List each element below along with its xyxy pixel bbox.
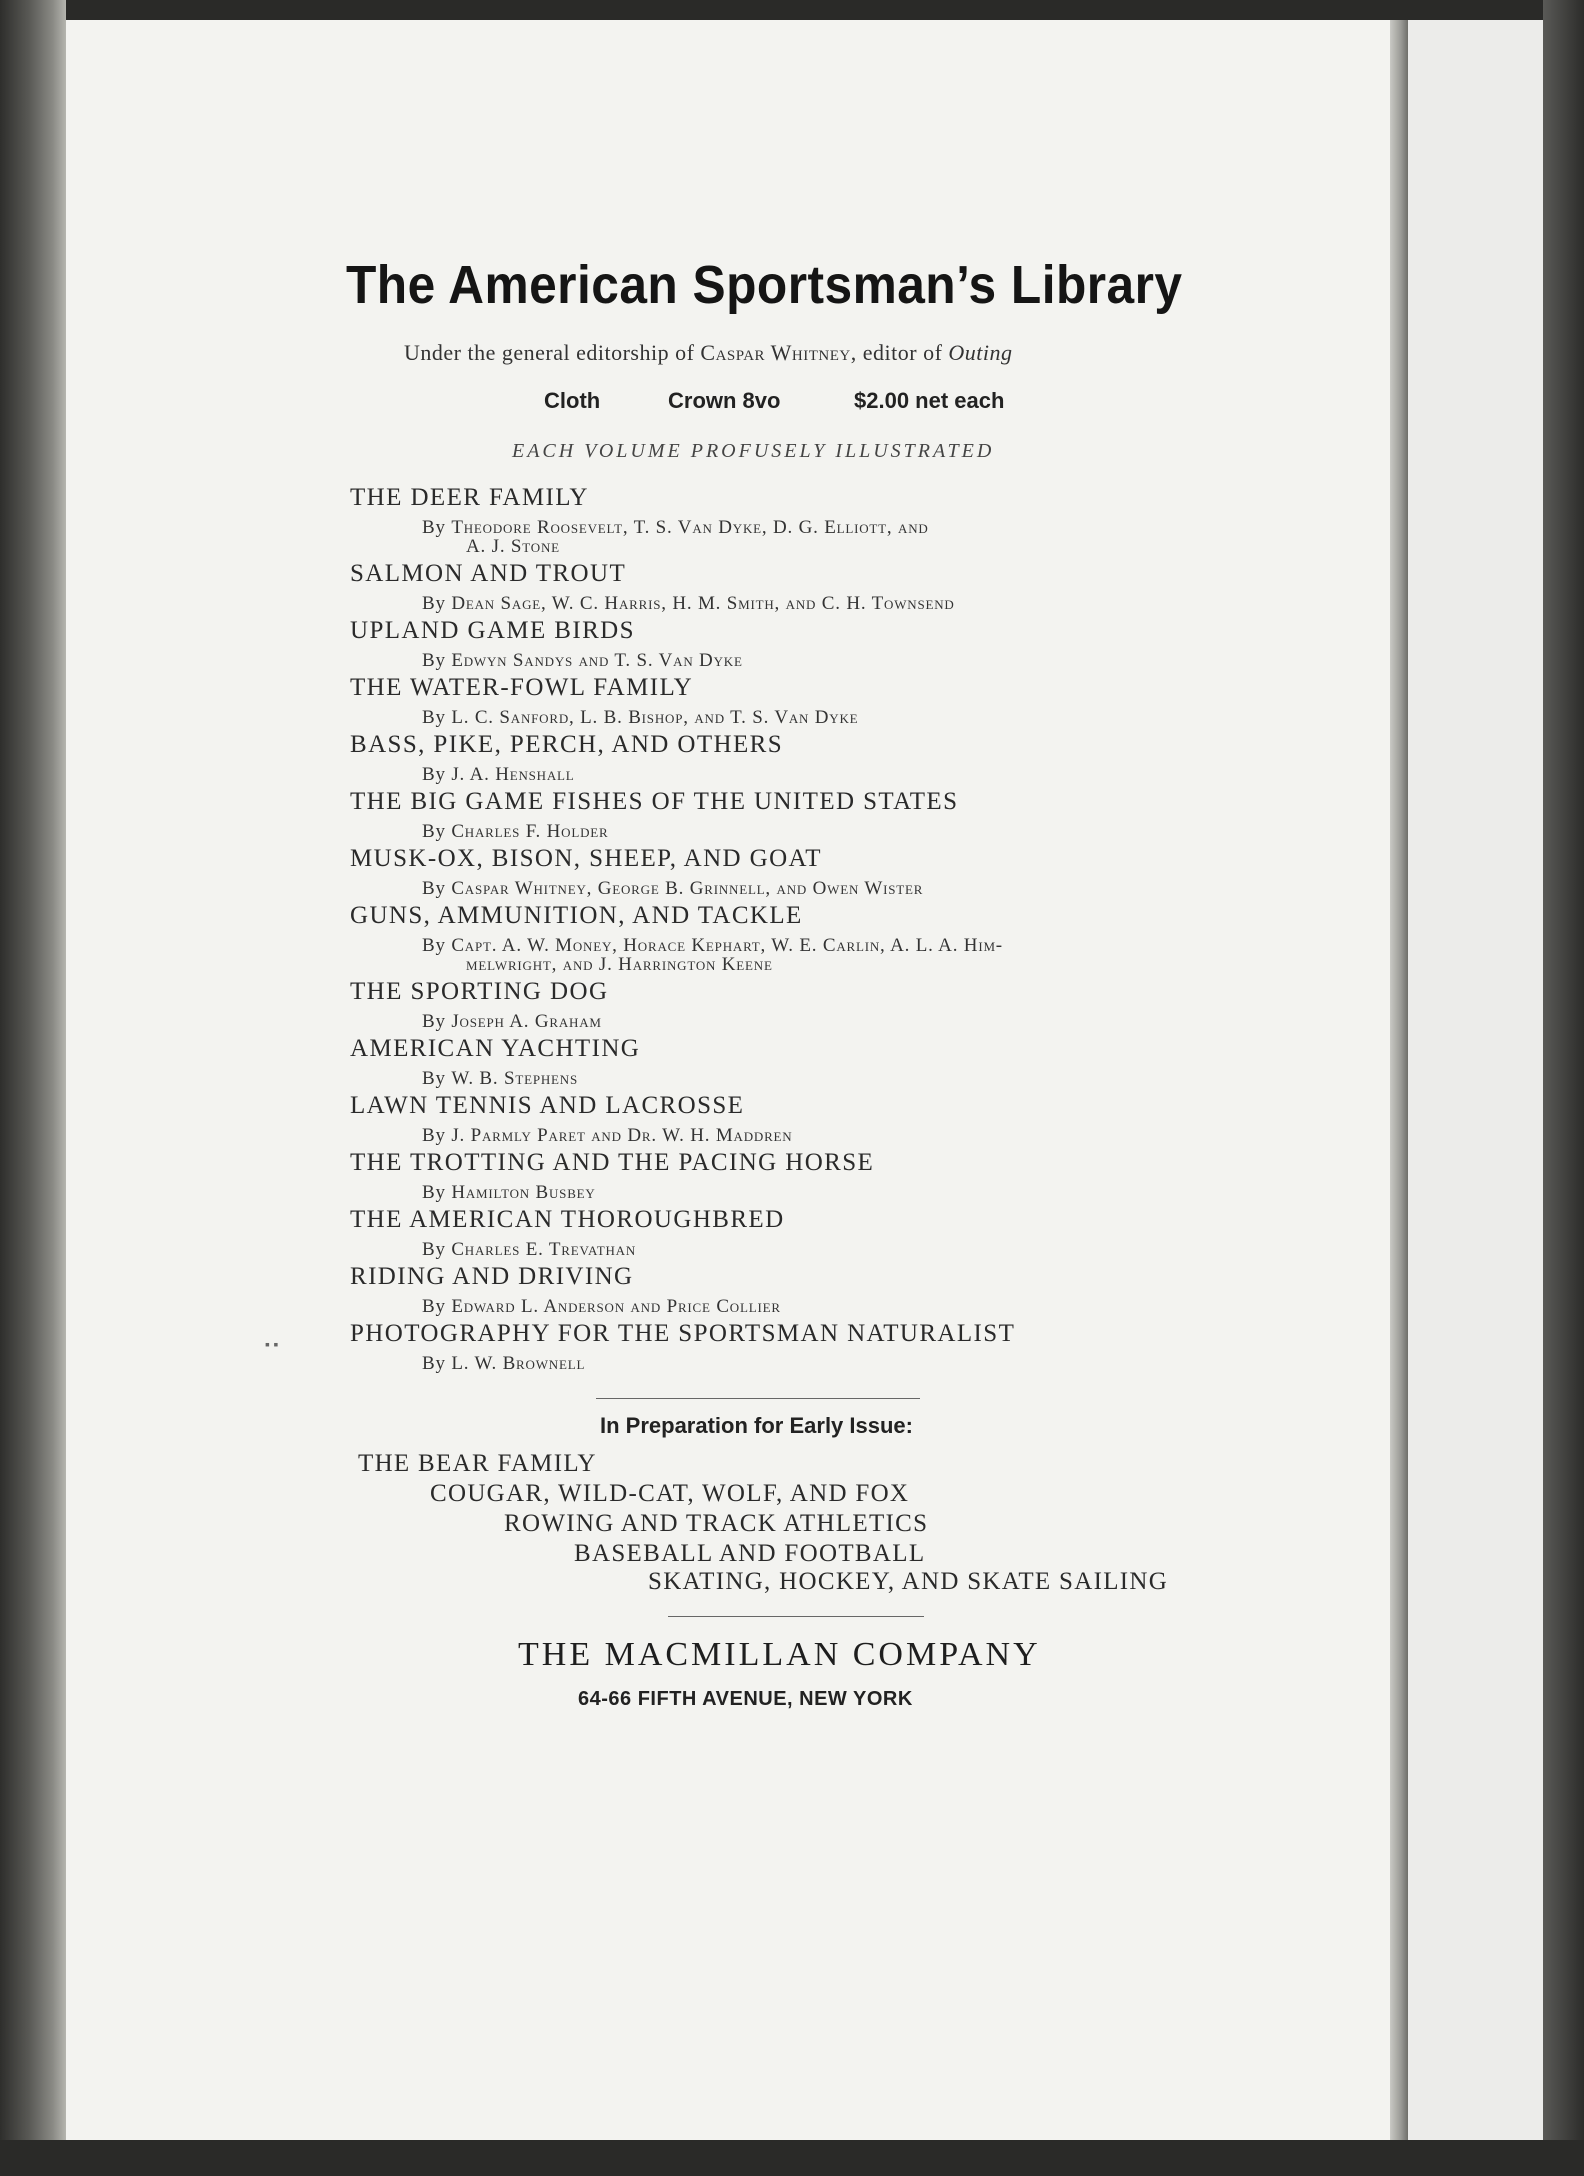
by-prefix: By [422,764,452,785]
author-names: Theodore Roosevelt, T. S. Van Dyke, D. G. Elliott, and [451,517,929,538]
volume-title: THE SPORTING DOG [350,978,609,1005]
volume-authors [422,1125,792,1147]
magazine-name: Outing [948,340,1013,365]
preparation-item: THE BEAR FAMILY [358,1450,597,1477]
by-prefix: By [422,821,452,842]
by-prefix: By [422,1011,452,1032]
author-names: Charles E. Trevathan [451,1239,637,1260]
speck-marks: ▪ ▪ [265,1338,279,1353]
volume-title: GUNS, AMMUNITION, AND TACKLE [350,902,803,929]
by-prefix: By [422,878,452,899]
author-names: Charles F. Holder [451,821,609,842]
volume-title: THE BIG GAME FISHES OF THE UNITED STATES [350,788,959,815]
volume-title: THE DEER FAMILY [350,484,589,511]
author-names: Caspar Whitney, George B. Grinnell, and Owen Wister [451,878,924,899]
author-names: L. C. Sanford, L. B. Bishop, and T. S. Van Dyke [451,707,859,728]
volume-title: AMERICAN YACHTING [350,1035,641,1062]
volume-authors [422,650,743,672]
by-prefix: By [422,1353,452,1374]
volume-title: THE AMERICAN THOROUGHBRED [350,1206,785,1233]
scan-top-edge [0,0,1584,20]
by-prefix: By [422,707,452,728]
volume-title: MUSK-OX, BISON, SHEEP, AND GOAT [350,845,822,872]
divider-rule [668,1616,924,1617]
preparation-item: COUGAR, WILD-CAT, WOLF, AND FOX [430,1480,910,1507]
facing-page-edge [1408,20,1543,2140]
by-prefix: By [422,1296,452,1317]
book-spine-edge [0,0,66,2176]
author-names: Capt. A. W. Money, Horace Kephart, W. E. Carlin, A. L. A. Him- [451,935,1003,956]
preparation-item: SKATING, HOCKEY, AND SKATE SAILING [648,1568,1169,1595]
illustrated-note: EACH VOLUME PROFUSELY ILLUSTRATED [512,440,995,462]
preparation-item: BASEBALL AND FOOTBALL [574,1540,926,1567]
volume-authors [422,1353,585,1375]
editorship-line [404,340,1013,366]
preparation-heading: In Preparation for Early Issue: [600,1413,913,1438]
volume-authors [422,1182,596,1204]
format-label: Crown 8vo [668,388,781,413]
author-names: J. A. Henshall [451,764,575,785]
by-prefix: By [422,650,452,671]
author-names: Hamilton Busbey [451,1182,596,1203]
page-title: The American Sportsman’s Library [346,255,1183,315]
publisher-address: 64-66 FIFTH AVENUE, NEW YORK [578,1688,913,1710]
publisher-name: THE MACMILLAN COMPANY [518,1636,1041,1673]
author-names: melwright, and J. Harrington Keene [466,954,773,975]
volume-authors [422,878,923,900]
volume-authors [422,1011,602,1033]
author-names: Edward L. Anderson and Price Collier [451,1296,781,1317]
volume-authors [422,707,858,729]
volume-authors [422,1068,578,1090]
by-prefix: By [422,1125,452,1146]
volume-authors [422,1239,636,1261]
scan-right-edge [1543,0,1584,2176]
volume-title: THE WATER-FOWL FAMILY [350,674,694,701]
preparation-item: ROWING AND TRACK ATHLETICS [504,1510,929,1537]
volume-authors [422,821,609,843]
volume-title: SALMON AND TROUT [350,560,627,587]
volume-authors-continued [466,536,560,558]
author-names: Joseph A. Graham [451,1011,602,1032]
by-prefix: By [422,593,452,614]
author-names: W. B. Stephens [451,1068,579,1089]
volume-title: UPLAND GAME BIRDS [350,617,635,644]
editorship-prefix: Under the general editorship of [404,340,701,365]
by-prefix: By [422,935,452,956]
volume-title: THE TROTTING AND THE PACING HORSE [350,1149,875,1176]
scan-bottom-edge [0,2140,1584,2176]
book-page [66,20,1390,2140]
author-names: Edwyn Sandys and T. S. Van Dyke [451,650,743,671]
volume-authors-continued [466,954,773,976]
by-prefix: By [422,517,452,538]
price-label: $2.00 net each [854,388,1005,413]
volume-title: BASS, PIKE, PERCH, AND OTHERS [350,731,784,758]
volume-title: LAWN TENNIS AND LACROSSE [350,1092,745,1119]
volume-title: PHOTOGRAPHY FOR THE SPORTSMAN NATURALIST [350,1320,1016,1347]
author-names: L. W. Brownell [451,1353,586,1374]
author-names: J. Parmly Paret and Dr. W. H. Maddren [451,1125,793,1146]
volume-title: RIDING AND DRIVING [350,1263,634,1290]
editor-name: Caspar Whitney [700,340,851,365]
editorship-middle: , editor of [850,340,949,365]
volume-authors [422,593,955,615]
author-names: A. J. Stone [466,536,560,557]
binding-label: Cloth [544,388,601,413]
divider-rule [596,1398,920,1399]
by-prefix: By [422,1239,452,1260]
author-names: Dean Sage, W. C. Harris, H. M. Smith, and C. H. Townsend [451,593,955,614]
by-prefix: By [422,1182,452,1203]
volume-authors [422,1296,781,1318]
volume-authors [422,764,575,786]
by-prefix: By [422,1068,452,1089]
page-gutter [1390,20,1408,2140]
